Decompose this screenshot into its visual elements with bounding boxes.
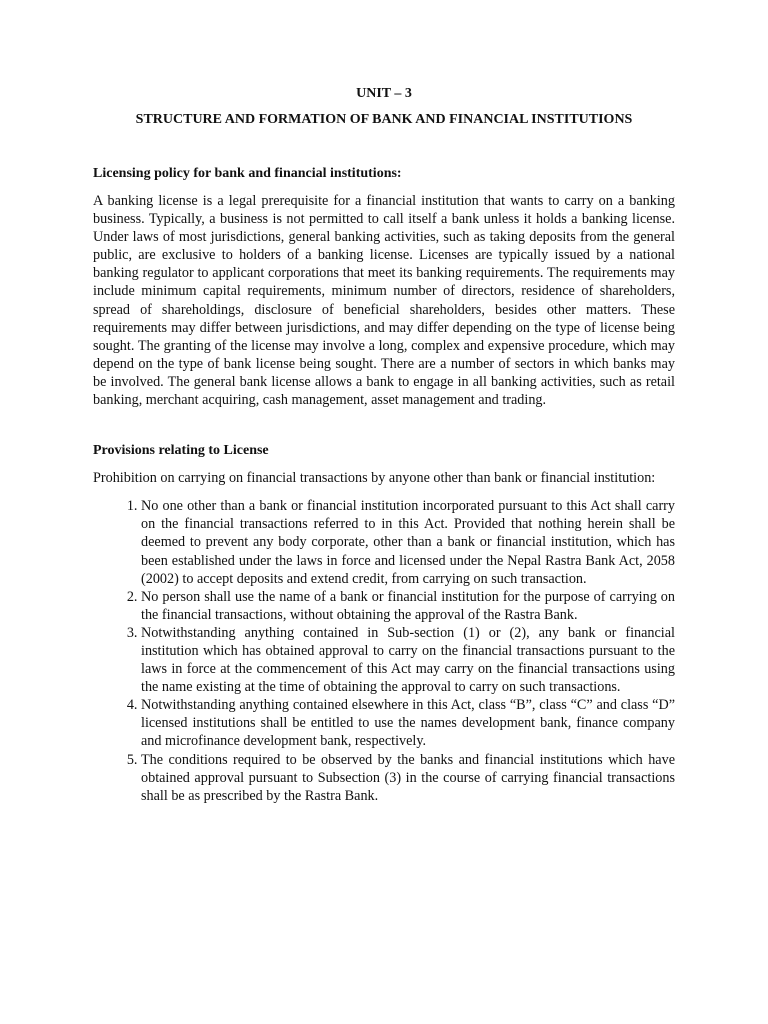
section-heading-provisions: Provisions relating to License: [93, 443, 269, 459]
list-item: 2. No person shall use the name of a bank or financial institution for the purpose of carrying on the financial transactions, without obtaining the approval of the Rastra Bank.: [141, 588, 675, 624]
list-item: 5. The conditions required to be observed by the banks and financial institutions which have obtained approval pursuant to Subsection (3) in the course of carrying financial transactions shall be as prescribed by the Rastra Bank.: [141, 751, 675, 805]
provisions-list: [93, 497, 675, 805]
licensing-policy-paragraph: A banking license is a legal prerequisite for a financial institution that wants to carry on a banking business. Typically, a business is not permitted to call itself a bank unless it holds a banking license. Under laws of most jurisdictions, general banking activities, such as taking deposits from the general public, are exclusive to holders of a banking license. Licenses are typically issued by a national banking regulator to applicant corporations that meet its banking requirements. The requirements may include minimum capital requirements, minimum number of directors, residence of shareholders, spread of shareholdings, disclosure of beneficial shareholders, besides other matters. These requirements may differ between jurisdictions, and may differ depending on the type of license being sought. The granting of the license may involve a long, complex and expensive procedure, which may depend on the type of bank license being sought. There are a number of sectors in which banks may be involved. The general bank license allows a bank to engage in all banking activities, such as retail banking, merchant acquiring, cash management, asset management and trading.: [93, 193, 675, 409]
provisions-intro-paragraph: Prohibition on carrying on financial transactions by anyone other than bank or financial institution:: [93, 470, 656, 487]
list-item: 4. Notwithstanding anything contained elsewhere in this Act, class “B”, class “C” and class “D” licensed institutions shall be entitled to use the names development bank, finance company and microfinance development bank, respectively.: [141, 696, 675, 750]
unit-heading: UNIT – 3: [356, 86, 412, 101]
document-title: STRUCTURE AND FORMATION OF BANK AND FINANCIAL INSTITUTIONS: [135, 112, 633, 127]
list-item: 3. Notwithstanding anything contained in Sub-section (1) or (2), any bank or financial institution which has obtained approval to carry on the financial transactions pursuant to the laws in force at the commencement of this Act may carry on the financial transactions using the name existing at the time of obtaining the approval to carry on such transactions.: [141, 624, 675, 696]
list-item: 1. No one other than a bank or financial institution incorporated pursuant to this Act shall carry on the financial transactions referred to in this Act. Provided that nothing herein shall be deemed to prevent any body corporate, other than a bank or financial institution, which has been established under the laws in force and licensed under the Nepal Rastra Bank Act, 2058 (2002) to accept deposits and extend credit, from carrying on such transaction.: [141, 497, 675, 587]
section-heading-licensing-policy: Licensing policy for bank and financial institutions:: [93, 166, 402, 181]
